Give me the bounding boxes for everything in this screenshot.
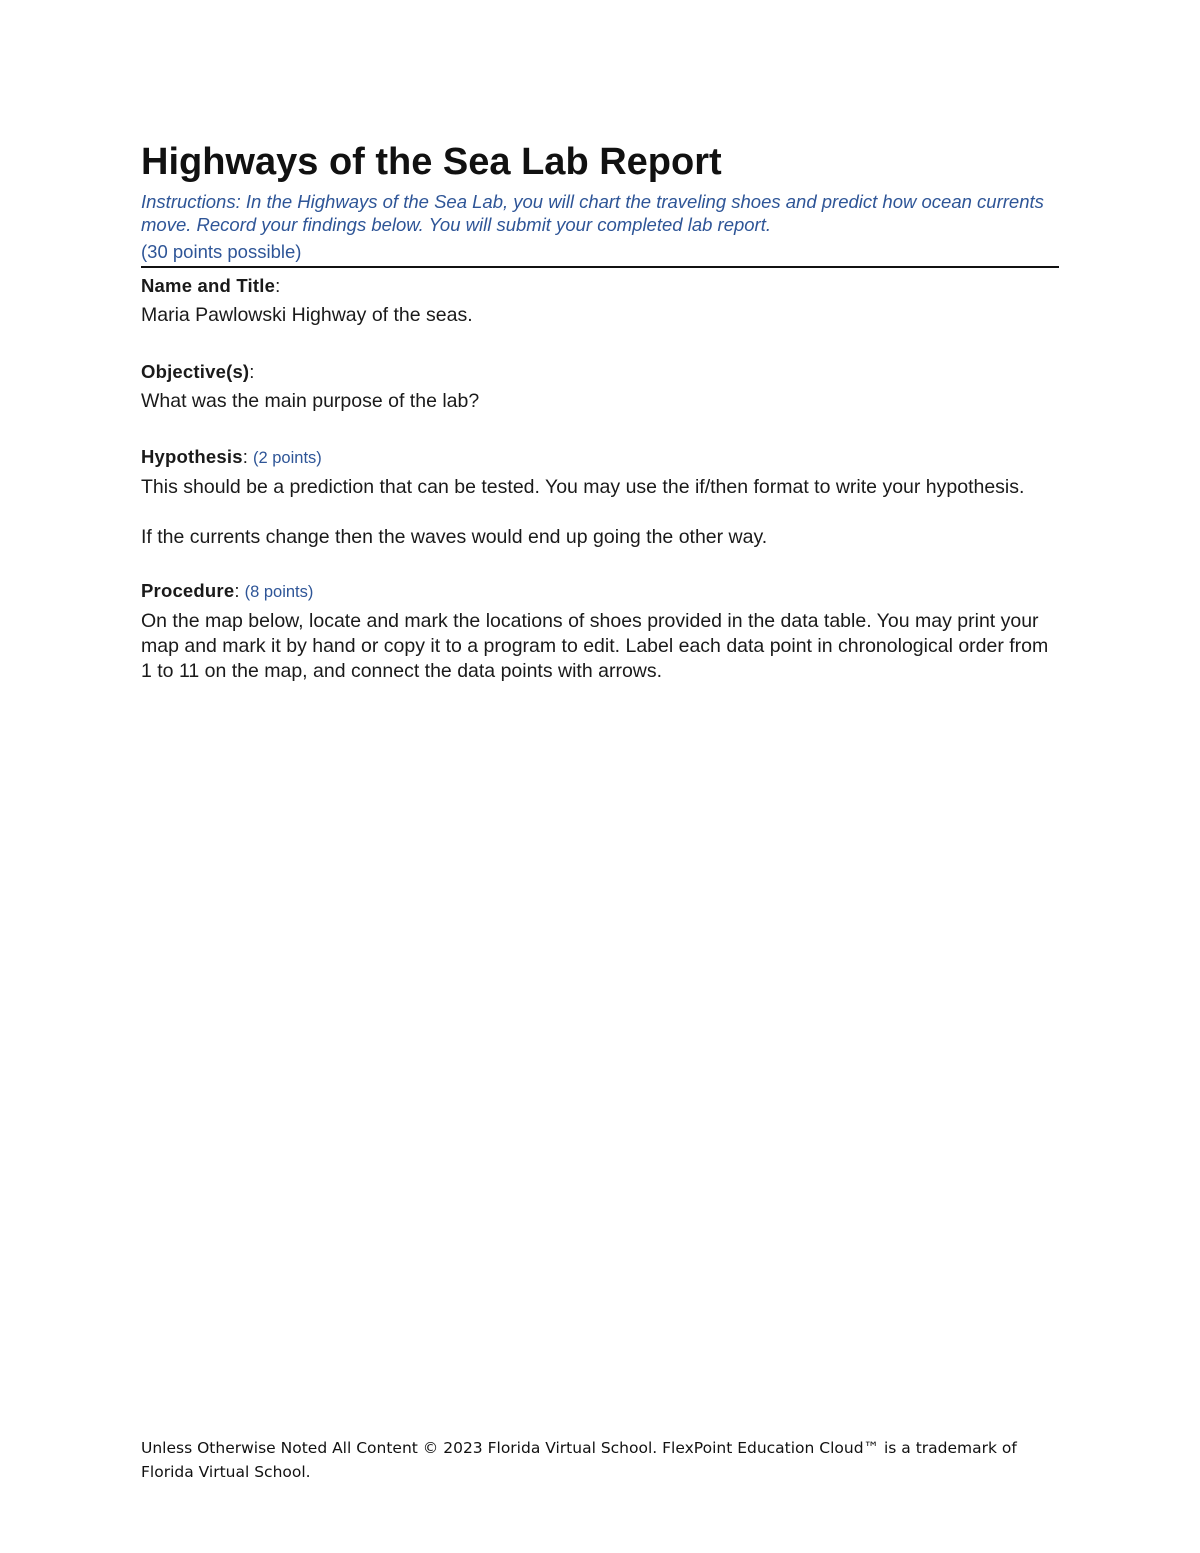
procedure-label: Procedure bbox=[141, 580, 235, 601]
procedure-prompt: On the map below, locate and mark the locations of shoes provided in the data table. You may print your map and mark it by hand or copy it to a program to edit. Label each data point in chronological order from 1 to 11 on the map, and connect the data points with arrows. bbox=[141, 610, 1049, 682]
objectives-heading bbox=[141, 360, 1059, 384]
instructions-text: Instructions: In the Highways of the Sea Lab, you will chart the traveling shoes and predict how ocean currents move. Record your findings below. You will submit your completed lab report. bbox=[141, 191, 1044, 235]
copyright-footer: Unless Otherwise Noted All Content © 2023 Florida Virtual School. FlexPoint Education Cloud™ is a trademark of Florida Virtual School. bbox=[141, 1439, 1017, 1481]
hypothesis-points: (2 points) bbox=[253, 449, 322, 467]
page-title: Highways of the Sea Lab Report bbox=[141, 141, 722, 183]
hypothesis-answer: If the currents change then the waves would end up going the other way. bbox=[141, 526, 768, 548]
name-title-heading bbox=[141, 274, 1059, 298]
document-page bbox=[141, 138, 1059, 684]
objectives-prompt: What was the main purpose of the lab? bbox=[141, 390, 480, 412]
title-divider bbox=[141, 266, 1059, 268]
procedure-heading bbox=[141, 579, 1059, 604]
hypothesis-heading bbox=[141, 445, 1059, 470]
name-title-colon: : bbox=[275, 275, 281, 296]
name-title-answer: Maria Pawlowski Highway of the seas. bbox=[141, 304, 473, 326]
name-title-label: Name and Title bbox=[141, 275, 276, 296]
hypothesis-colon: : bbox=[242, 446, 248, 467]
objectives-colon: : bbox=[249, 361, 255, 382]
points-possible-text: (30 points possible) bbox=[141, 241, 302, 262]
procedure-colon: : bbox=[234, 580, 240, 601]
procedure-points: (8 points) bbox=[244, 583, 314, 601]
hypothesis-prompt: This should be a prediction that can be tested. You may use the if/then format to write your hypothesis. bbox=[141, 476, 1025, 498]
hypothesis-label: Hypothesis bbox=[141, 446, 243, 467]
objectives-label: Objective(s) bbox=[141, 361, 250, 382]
